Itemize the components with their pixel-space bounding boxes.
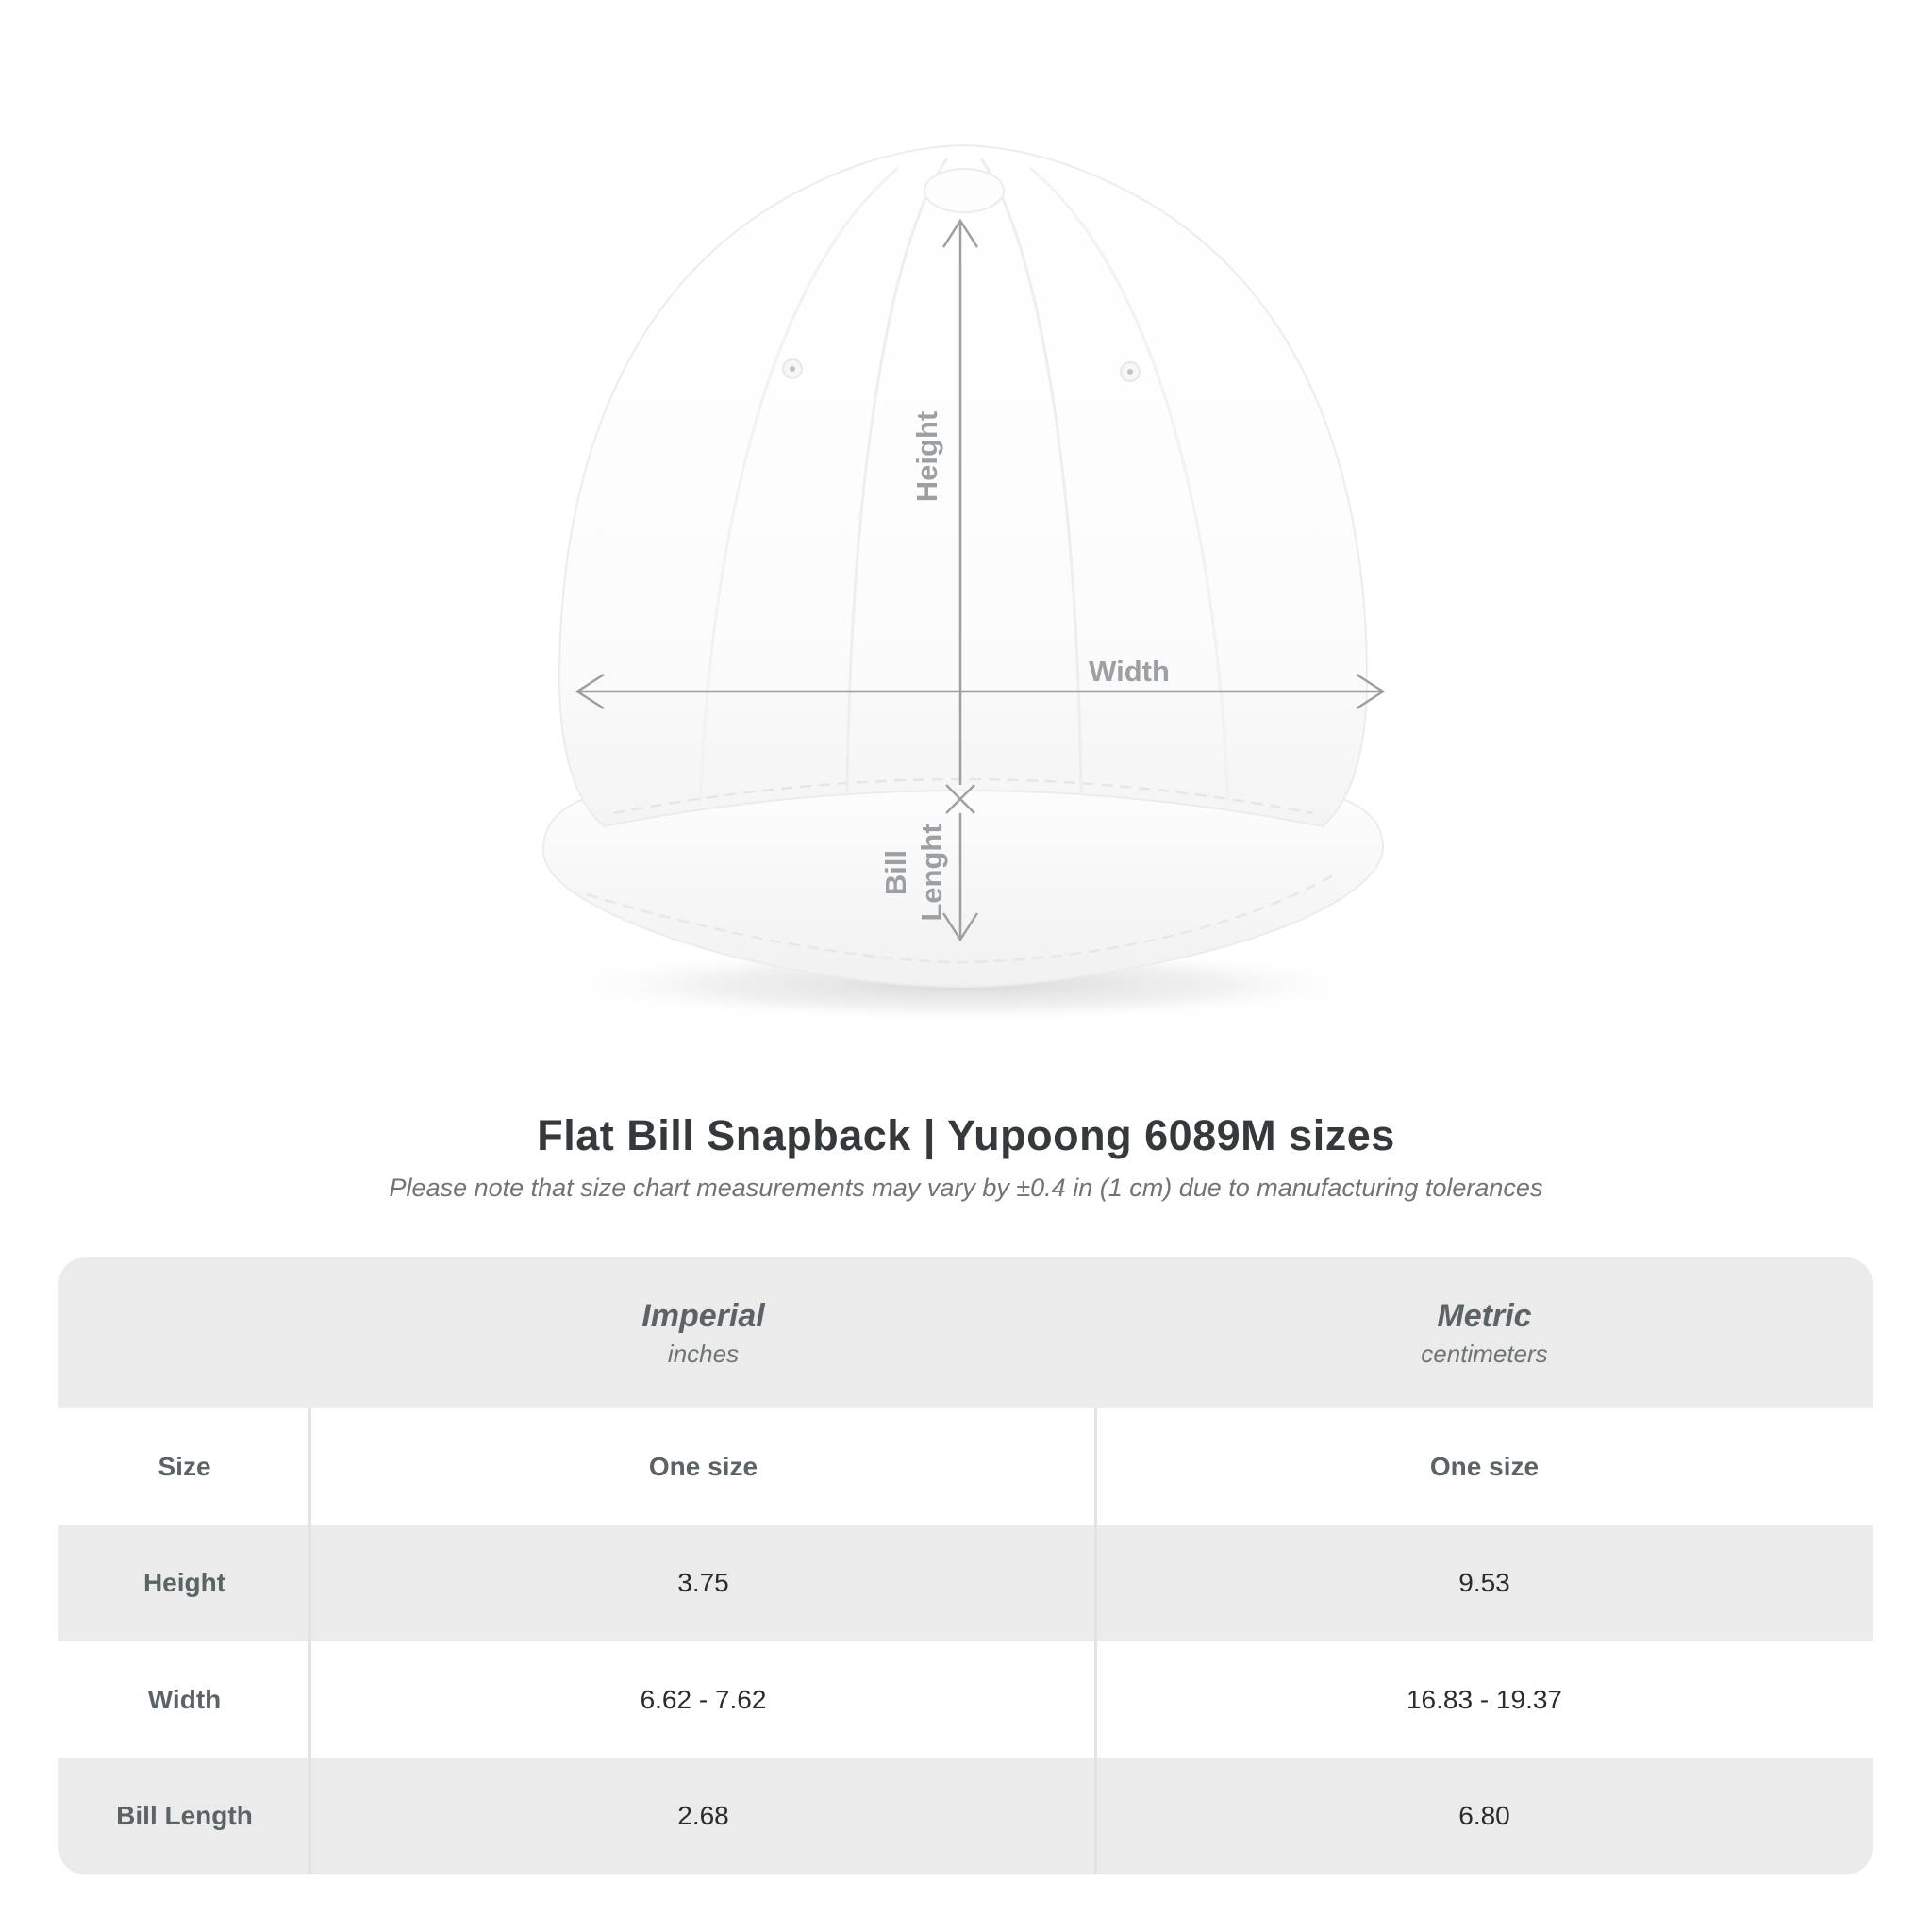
- table-row-size: [58, 1408, 1873, 1525]
- hat-crown: [559, 145, 1367, 826]
- width-imperial-value: 6.62 - 7.62: [640, 1684, 767, 1714]
- imperial-unit: inches: [667, 1339, 740, 1368]
- table-row-width: [58, 1641, 1873, 1758]
- header-imperial: [310, 1257, 1096, 1408]
- page-subtitle: Please note that size chart measurements may vary by ±0.4 in (1 cm) due to manufacturing tolerances: [389, 1174, 1543, 1202]
- hat-button: [924, 169, 1004, 212]
- imperial-title: Imperial: [641, 1298, 765, 1335]
- header-spacer-cell: [58, 1257, 310, 1408]
- column-divider-2: [1094, 1408, 1097, 1874]
- bill-length-label-line1: Bill: [879, 849, 912, 896]
- row-label-bill-length: Bill Length: [116, 1801, 253, 1831]
- title-block: [0, 1111, 1932, 1203]
- size-metric-value: One size: [1429, 1451, 1540, 1481]
- column-divider-1: [308, 1408, 311, 1874]
- eyelet-right: [1121, 362, 1140, 381]
- bill-length-imperial-value: 2.68: [677, 1801, 729, 1831]
- width-metric-value: 16.83 - 19.37: [1406, 1684, 1563, 1714]
- height-metric-value: 9.53: [1458, 1568, 1510, 1598]
- table-header: [58, 1257, 1873, 1408]
- height-dimension-label: Height: [910, 410, 943, 503]
- table-row-bill-length: [58, 1758, 1873, 1875]
- size-imperial-value: One size: [648, 1451, 758, 1481]
- width-dimension-label: Width: [1089, 655, 1170, 688]
- row-label-width: Width: [147, 1684, 222, 1714]
- eyelet-left: [783, 359, 802, 378]
- size-table: [58, 1257, 1873, 1874]
- bill-length-metric-value: 6.80: [1458, 1801, 1510, 1831]
- row-label-height: Height: [142, 1568, 226, 1598]
- row-label-size: Size: [158, 1451, 211, 1481]
- bill-length-label-line2: Lenght: [915, 824, 948, 922]
- page-title: Flat Bill Snapback | Yupoong 6089M sizes: [537, 1111, 1395, 1159]
- header-metric: [1096, 1257, 1873, 1408]
- height-imperial-value: 3.75: [677, 1568, 729, 1598]
- table-row-height: [58, 1525, 1873, 1642]
- metric-unit: centimeters: [1421, 1339, 1548, 1368]
- metric-title: Metric: [1437, 1298, 1532, 1335]
